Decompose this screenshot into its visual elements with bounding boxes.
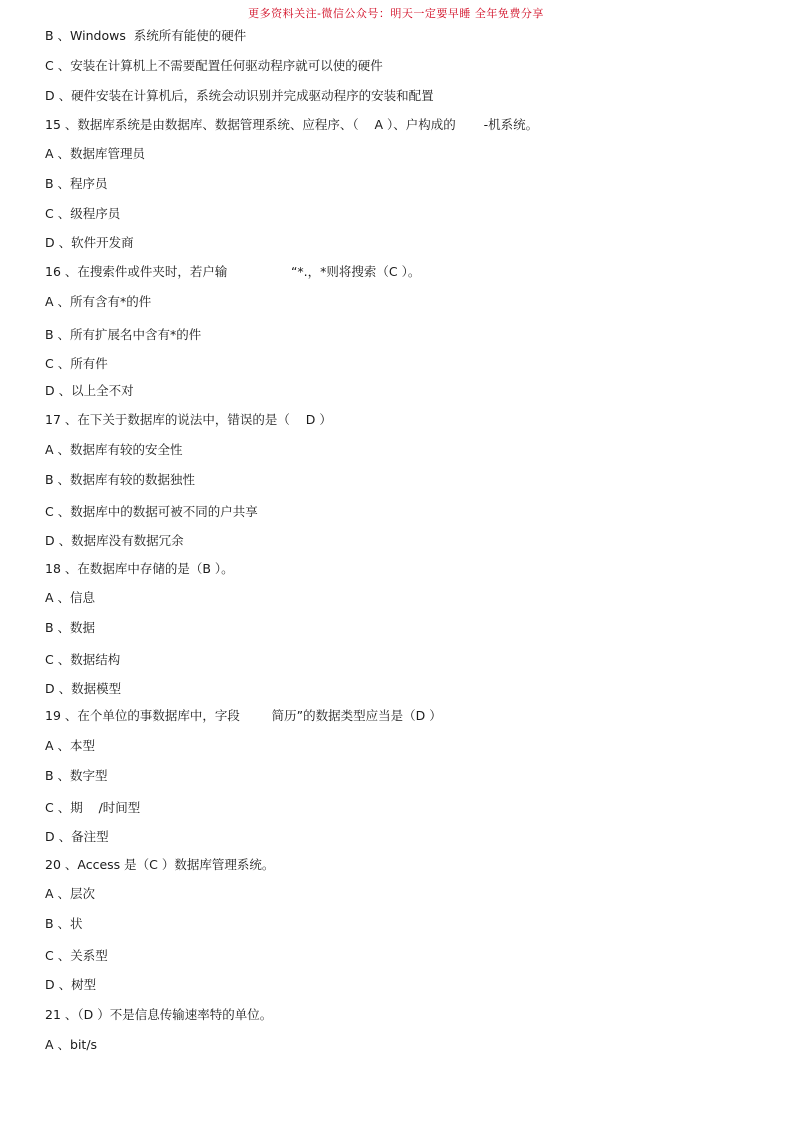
option-a: A 、信息 [45, 590, 96, 605]
option-d: D 、备注型 [45, 829, 109, 844]
option-b: B 、所有扩展名中含有*的件 [45, 327, 202, 342]
option-b: B 、状 [45, 916, 83, 931]
option-a: A 、本型 [45, 738, 96, 753]
option-d: D 、以上全不对 [45, 383, 134, 398]
option-d: D 、数据库没有数据冗余 [45, 533, 184, 548]
option-d: D 、树型 [45, 977, 97, 992]
question-16: 16 、在搜索件或件夹时，若户输 “*.，*则将搜索（C ）。 [45, 264, 421, 279]
question-21: 21 、（D ）不是信息传输速率特的单位。 [45, 1007, 273, 1022]
header-banner: 更多资料关注-微信公众号：明天一定要早睡 全年免费分享 [248, 7, 544, 20]
option-d: D 、软件开发商 [45, 235, 134, 250]
option-a: A 、数据库管理员 [45, 146, 146, 161]
option-b: B 、数字型 [45, 768, 108, 783]
option-c: C 、数据结构 [45, 652, 121, 667]
option-c: C 、级程序员 [45, 206, 121, 221]
option-b: B 、数据 [45, 620, 96, 635]
option-a: A 、所有含有*的件 [45, 294, 152, 309]
question-17: 17 、在下关于数据库的说法中，错误的是（ D ） [45, 412, 332, 427]
option-d: D 、数据模型 [45, 681, 122, 696]
option-a: A 、层次 [45, 886, 96, 901]
option-c: C 、关系型 [45, 948, 108, 963]
option-a: A 、bit/s [45, 1037, 98, 1052]
option-a: A 、数据库有较的安全性 [45, 442, 183, 457]
text-line: B 、Windows 系统所有能使的硬件 [45, 28, 247, 43]
option-c: C 、所有件 [45, 356, 108, 371]
question-18: 18 、在数据库中存储的是（B ）。 [45, 561, 234, 576]
option-c: C 、数据库中的数据可被不同的户共享 [45, 504, 258, 519]
question-15: 15 、数据库系统是由数据库、数据管理系统、应程序、（ A ）、户构成的 -机系统。 [45, 117, 539, 132]
option-b: B 、程序员 [45, 176, 108, 191]
option-c: C 、期 /时间型 [45, 800, 141, 815]
question-19: 19 、在个单位的事数据库中，字段 简历”的数据类型应当是（D ） [45, 708, 442, 723]
text-line: C 、安装在计算机上不需要配置任何驱动程序就可以使的硬件 [45, 58, 383, 73]
question-20: 20 、Access 是（C ）数据库管理系统。 [45, 857, 275, 872]
text-line: D 、硬件安装在计算机后，系统会动识别并完成驱动程序的安装和配置 [45, 88, 434, 103]
option-b: B 、数据库有较的数据独性 [45, 472, 196, 487]
